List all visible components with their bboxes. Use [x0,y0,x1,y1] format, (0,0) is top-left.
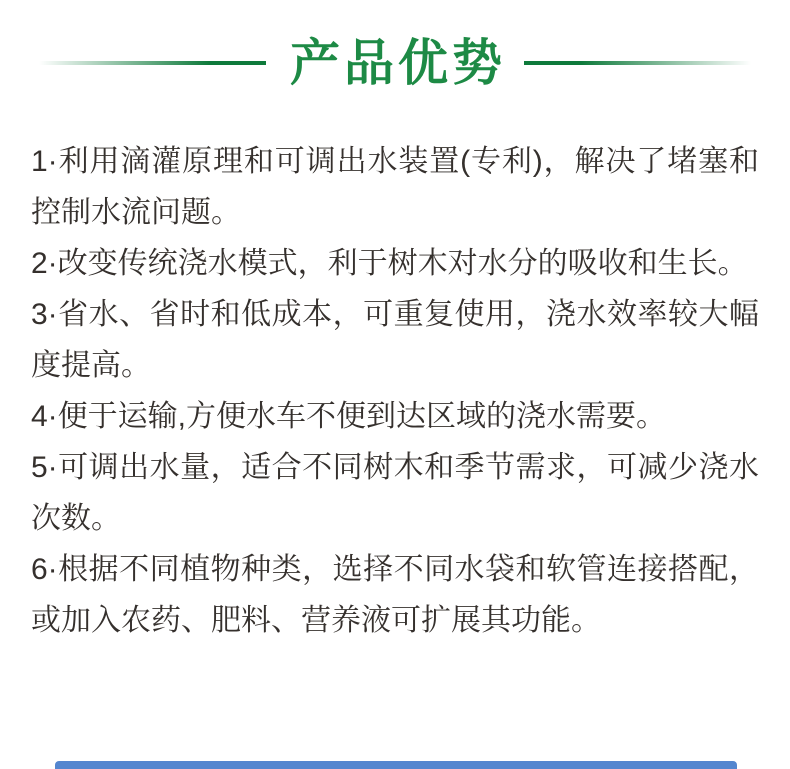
advantage-item: 3·省水、省时和低成本，可重复使用，浇水效率较大幅度提高。 [31,298,759,382]
bottom-accent-bar [55,761,737,769]
advantage-item: 6·根据不同植物种类，选择不同水袋和软管连接搭配，或加入农药、肥料、营养液可扩展其功能。 [31,553,759,637]
advantage-item: 4·便于运输,方便水车不便到达区域的浇水需要。 [31,400,667,433]
decorative-line-left [39,61,266,65]
advantage-item: 2·改变传统浇水模式，利于树木对水分的吸收和生长。 [31,247,748,280]
advantages-list [0,96,790,646]
advantage-item: 5·可调出水量，适合不同树木和季节需求，可减少浇水次数。 [31,451,759,535]
section-header [0,0,790,96]
decorative-line-right [524,61,751,65]
advantage-item: 1·利用滴灌原理和可调出水装置(专利)，解决了堵塞和控制水流问题。 [31,145,759,229]
section-title: 产品优势 [290,35,506,91]
